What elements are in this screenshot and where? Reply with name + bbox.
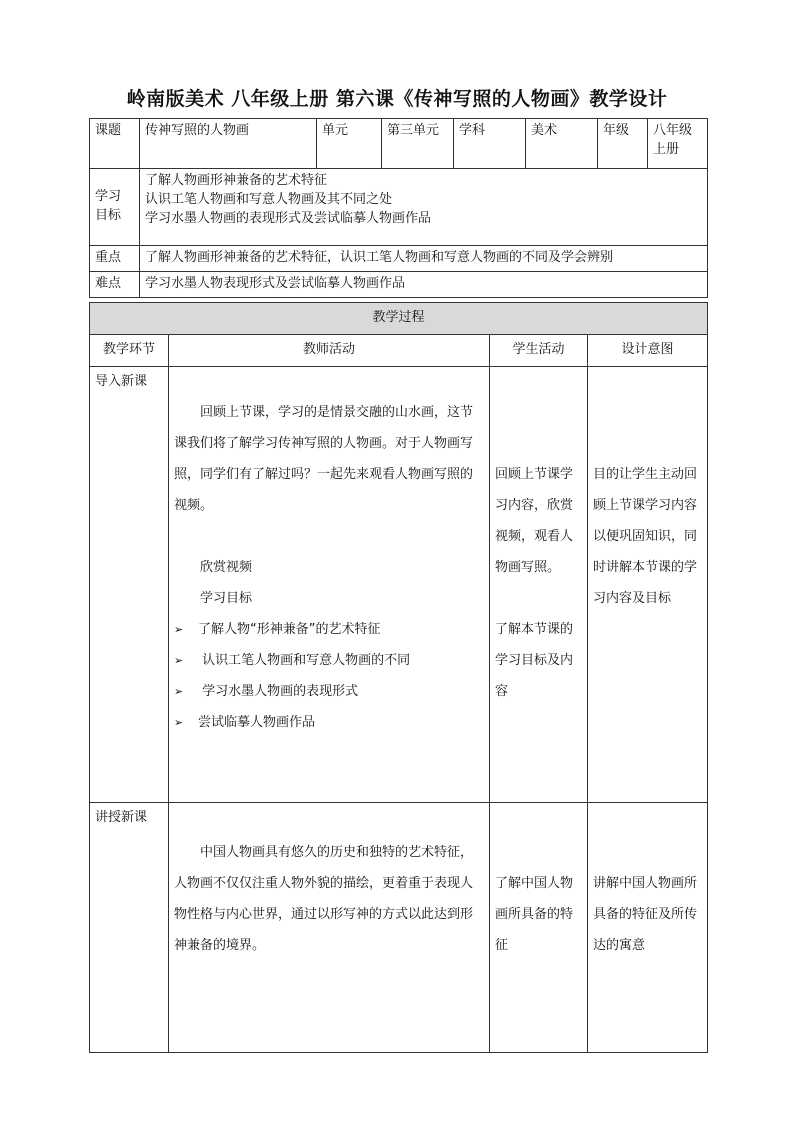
grade-value	[648, 119, 708, 169]
key-label: 重点	[90, 246, 140, 272]
column-header-student: 学生活动	[490, 335, 588, 367]
teacher-activity-cell	[169, 803, 490, 1053]
lesson-info-table	[89, 118, 708, 298]
topic-label: 课题	[90, 119, 140, 169]
teacher-activity-cell	[169, 367, 490, 803]
column-header-intent: 设计意图	[588, 335, 708, 367]
teacher-paragraph: 中国人物画具有悠久的历史和独特的艺术特征，人物画不仅仅注重人物外貌的描绘，更着重于表现人物性格与内心世界，通过以形写神的方式以此达到形神兼备的境界。	[174, 845, 474, 953]
arrow-bullet-icon: ➢	[174, 623, 184, 636]
goal-item: 认识工笔人物画和写意人物画及其不同之处	[145, 191, 393, 207]
grade-label: 年级	[598, 119, 648, 169]
goal-bullet	[174, 676, 484, 707]
design-intent-cell	[588, 803, 708, 1053]
difficulty-label: 难点	[90, 272, 140, 298]
topic-value: 传神写照的人物画	[140, 119, 317, 169]
student-activity-cell	[490, 803, 588, 1053]
subject-value: 美术	[526, 119, 598, 169]
teaching-process-table	[89, 302, 708, 1053]
bullet-text: 认识工笔人物画和写意人物画的不同	[198, 653, 411, 668]
student-activity-text: 了解本节课的学习目标及内容	[495, 622, 574, 699]
column-header-teacher: 教师活动	[169, 335, 490, 367]
design-intent-cell	[588, 367, 708, 803]
unit-value: 第三单元	[382, 119, 454, 169]
difficulty-value: 学习水墨人物表现形式及尝试临摹人物画作品	[140, 272, 708, 298]
key-value: 了解人物画形神兼备的艺术特征，认识工笔人物画和写意人物画的不同及学会辨别	[140, 246, 708, 272]
process-header: 教学过程	[90, 303, 708, 335]
bullet-text: 学习水墨人物画的表现形式	[198, 684, 359, 699]
subject-label: 学科	[454, 119, 526, 169]
student-activity-text: 了解中国人物画所具备的特征	[495, 876, 574, 953]
goals-label	[90, 169, 140, 246]
goal-bullet	[174, 707, 484, 738]
design-intent-text: 讲解中国人物画所具备的特征及所传达的寓意	[593, 876, 698, 953]
stage-cell: 导入新课	[90, 367, 169, 803]
arrow-bullet-icon: ➢	[174, 654, 184, 667]
goal-bullet	[174, 614, 484, 645]
student-activity-text: 回顾上节课学习内容，欣赏视频，观看人物画写照。	[495, 467, 574, 575]
design-intent-text: 目的让学生主动回顾上节课学习内容以便巩固知识，同时讲解本节课的学习内容及目标	[593, 467, 698, 606]
table-row	[90, 803, 708, 1053]
grade-value-line-2: 上册	[653, 141, 680, 157]
bullet-text: 尝试临摹人物画作品	[198, 715, 316, 730]
stage-cell: 讲授新课	[90, 803, 169, 1053]
arrow-bullet-icon: ➢	[174, 685, 184, 698]
goals-label-line-1: 学习	[95, 189, 122, 205]
goal-item: 了解人物画形神兼备的艺术特征	[145, 173, 328, 188]
grade-value-line-1: 八年级	[653, 123, 693, 138]
document-title: 岭南版美术 八年级上册 第六课《传神写照的人物画》教学设计	[126, 88, 668, 110]
goal-bullet	[174, 645, 484, 676]
teacher-line: 欣赏视频	[200, 560, 253, 575]
table-row	[90, 367, 708, 803]
column-header-stage: 教学环节	[90, 335, 169, 367]
goals-label-line-2: 目标	[95, 208, 122, 223]
bullet-text: 了解人物“形神兼备”的艺术特征	[198, 622, 381, 637]
teacher-paragraph: 回顾上节课，学习的是情景交融的山水画，这节课我们将了解学习传神写照的人物画。对于人物画写照，同学们有了解过吗？一起先来观看人物画写照的视频。	[174, 405, 474, 513]
goal-item: 学习水墨人物画的表现形式及尝试临摹人物画作品	[145, 210, 432, 226]
unit-label: 单元	[317, 119, 382, 169]
student-activity-cell	[490, 367, 588, 803]
goals-value	[140, 169, 708, 246]
teacher-line: 学习目标	[200, 591, 253, 606]
arrow-bullet-icon: ➢	[174, 716, 184, 729]
